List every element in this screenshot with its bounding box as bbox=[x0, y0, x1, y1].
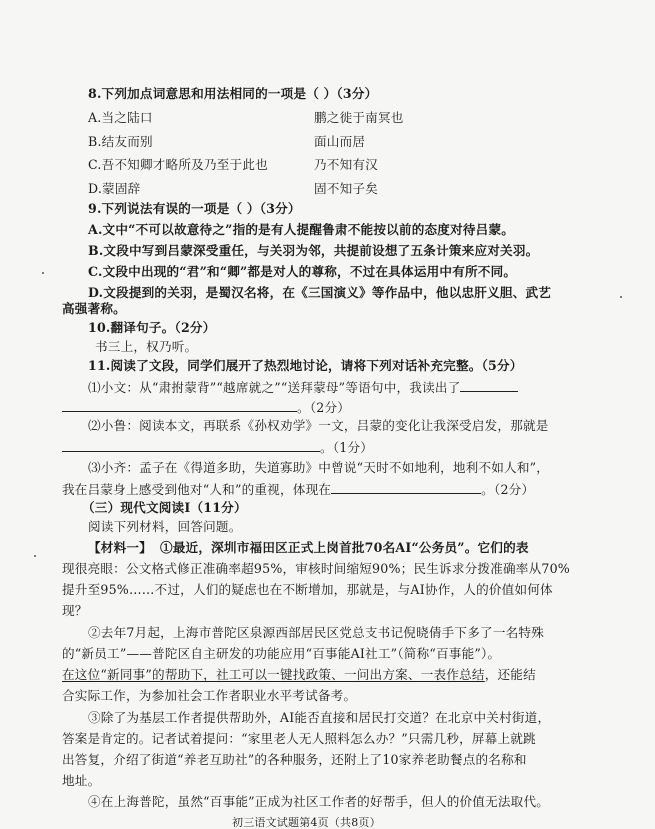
q9-option-d-line1: D.文段提到的关羽，是蜀汉名将，在《三国演义》等作品中，他以忠肝义胆、武艺 bbox=[88, 285, 552, 300]
q9-option-c: C.文段中出现的“君”和“卿”都是对人的尊称，不过在具体运用中有所不同。 bbox=[88, 264, 517, 279]
material1-p1-line2: 现很亮眼：公文格式修正准确率超95%，审核时间缩短90%；民生诉求分拨准确率从70% bbox=[62, 561, 570, 576]
q11-part2-continued bbox=[62, 440, 373, 455]
q11-part2-prompt: ⑵小鲁：阅读本文，再联系《孙权劝学》一文，吕蒙的变化让我深受启发，那就是 bbox=[88, 418, 549, 433]
q8-option-a: A.当之陆口 bbox=[88, 110, 153, 125]
section3-instruction: 阅读下列材料，回答问题。 bbox=[88, 519, 242, 534]
section3-heading: （三）现代文阅读Ⅰ（11分） bbox=[82, 500, 247, 515]
q11-part3-lead: 我在吕蒙身上感受到他对“人和”的重视，体现在 bbox=[62, 482, 332, 497]
material1-p3-line4: 地址。 bbox=[62, 773, 101, 788]
q9-option-d-line2: 高强著称。 bbox=[62, 301, 126, 316]
material1-p2-line1: ②去年7月起，上海市普陀区泉源西部居民区党总支书记倪晓倩手下多了一名特殊 bbox=[88, 625, 544, 640]
material1-p3-line3: 出答复，介绍了街道“养老互助社”的各种服务，还附上了10家养老助餐点的名称和 bbox=[62, 752, 527, 767]
material1-p2-line2: 的“新员工”——普陀区自主研发的功能应用“百事能AI社工”（简称“百事能”）。 bbox=[62, 646, 501, 661]
material1-p3-line2: 答案是肯定的。记者试着提问：“家里老人无人照料怎么办？”只需几秒，屏幕上就跳 bbox=[62, 731, 536, 746]
q8-option-d: D.蒙固辞 bbox=[88, 181, 141, 196]
q11-part3-prompt: ⑶小齐：孟子在《得道多助，失道寡助》中曾说“天时不如地利，地利不如人和”， bbox=[88, 460, 550, 475]
q8-option-c-compare: 乃不知有汉 bbox=[314, 157, 378, 172]
q11-stem: 11.阅读了文段，同学们展开了热烈地讨论，请将下列对话补充完整。（5分） bbox=[88, 358, 523, 373]
material1-p2-line4: 合实际工作，为参加社会工作者职业水平考试备考。 bbox=[62, 688, 357, 703]
material1-p1-line1: 【材料一】 ①最近，深圳市福田区正式上岗首批70名AI“公务员”。它们的表 bbox=[88, 540, 529, 555]
material1-p4-line1: ④在上海普陀，虽然“百事能”正成为社区工作者的好帮手，但人的价值无法取代。 bbox=[88, 794, 550, 809]
q8-stem: 8.下列加点词意思和用法相同的一项是（ ）（3分） bbox=[88, 86, 378, 101]
q11-part2-score: 。（1分） bbox=[320, 440, 374, 455]
material1-p1-line3: 提升至95%……不过，人们的疑虑也在不断增加，那就是，与AI协作，人的价值如何体 bbox=[62, 582, 553, 597]
underlined-phrase: 在这位“新同事”的帮助下，社工可以一键找政策、一问出方案、一表作总结 bbox=[62, 667, 485, 682]
q8-option-c: C.吾不知卿才略所及乃至于此也 bbox=[88, 157, 268, 172]
page-footer: 初三语文试题第4页（共8页） bbox=[232, 816, 381, 829]
q10-stem: 10.翻译句子。（2分） bbox=[88, 320, 216, 335]
q11-part1-answer-blank-b[interactable] bbox=[62, 400, 297, 412]
q11-part1-text bbox=[88, 380, 518, 395]
q8-option-b-compare: 面山而居 bbox=[314, 134, 366, 149]
q11-part1-prompt: ⑴小文：从“肃拊蒙背”“越席就之”“送拜蒙母”等语句中，我读出了 bbox=[88, 380, 461, 395]
q9-option-b: B.文段中写到吕蒙深受重任，与关羽为邻，共提前设想了五条计策来应对关羽。 bbox=[88, 243, 539, 258]
q11-part1-answer-blank-a[interactable] bbox=[460, 380, 518, 392]
scan-speck bbox=[42, 272, 44, 274]
material1-p3-line1: ③除了为基层工作者提供帮助外，AI能否直接和居民打交道？在北京中关村街道， bbox=[88, 710, 551, 725]
q8-option-b: B.结友而别 bbox=[88, 134, 153, 149]
q11-part3-answer-blank[interactable] bbox=[331, 482, 481, 494]
q11-part2-answer-blank[interactable] bbox=[62, 440, 320, 452]
q9-stem: 9.下列说法有误的一项是（ ）（3分） bbox=[88, 201, 301, 216]
material1-p1-line4: 现？ bbox=[62, 603, 88, 618]
q11-part3-continued bbox=[62, 482, 534, 497]
scan-speck bbox=[34, 555, 36, 557]
q11-part1-score: 。（2分） bbox=[297, 400, 351, 415]
q9-option-a: A.文中“不可以故意待之”指的是有人提醒鲁肃不能按以前的态度对待吕蒙。 bbox=[88, 222, 515, 237]
q11-part1-continued bbox=[62, 400, 350, 415]
scan-speck bbox=[620, 296, 622, 298]
q10-sentence: 书三上，权乃听。 bbox=[95, 339, 198, 354]
q8-option-a-compare: 鹏之徙于南冥也 bbox=[314, 110, 404, 125]
q11-part3-score: 。（2分） bbox=[481, 482, 535, 497]
q8-option-d-compare: 固不知子矣 bbox=[314, 181, 378, 196]
material1-tag: 【材料一】 bbox=[88, 540, 152, 555]
material1-p2-line3: 在这位“新同事”的帮助下，社工可以一键找政策、一问出方案、一表作总结，还能结 bbox=[62, 667, 536, 682]
